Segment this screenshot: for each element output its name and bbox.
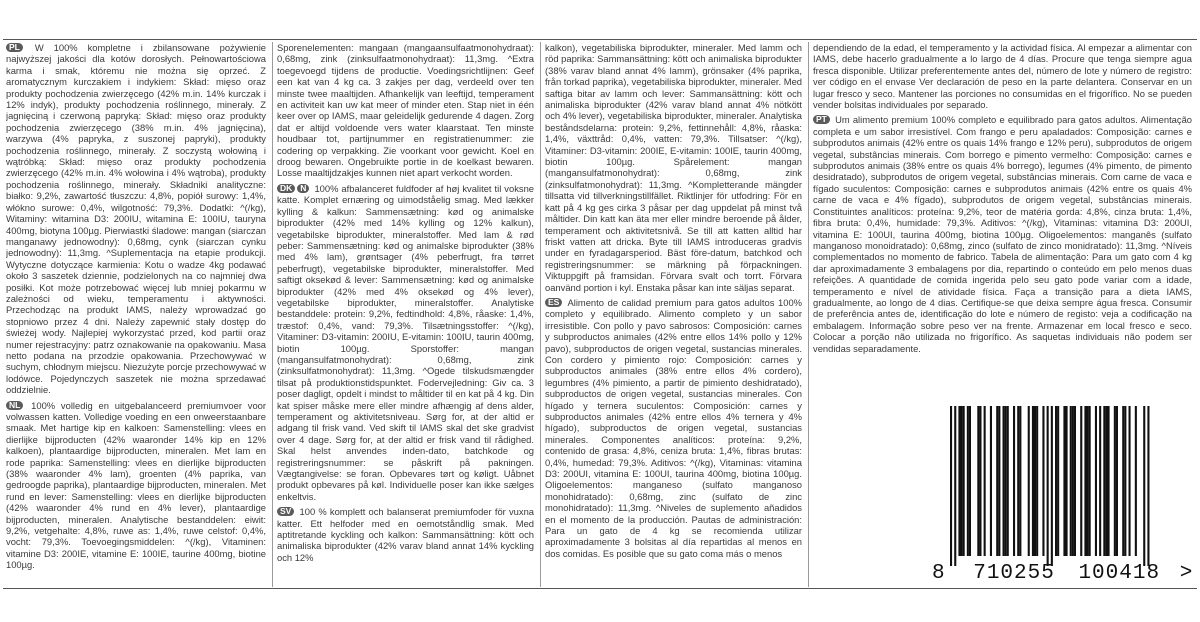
barcode-bar (979, 406, 981, 556)
barcode-bar (1124, 406, 1126, 556)
barcode (932, 406, 1194, 585)
section-es-text: Alimento de calidad premium para gatos adultos 100% completo y equilibrado. Alimento completo y un sabor irresistible. Con pollo y pavo sabrosos: Composición: carnes y subproductos animales (42% entre ellos 14% pollo y 12% pavo), subproductos de origen vegetal, sustancias minerales. Con cordero y pimiento rojo: Composición: carnes y subproductos animales (38% entre ellos 4% cordero), legumbres (4% pimiento, a partir de pimiento deshidratado), subproductos de origen vegetal, sustancias minerales. Con hígado y ternera suculentos: Composición: carnes y subproductos animales (42% entre ellos 4% ternera y 4% hígado), subproductos de origen vegetal, sustancias minerales. Componentes analíticos: proteína: 9,2%, contenido de grasa: 4,8%, ceniza bruta: 1,4%, fibras brutas: 0,4%, humedad: 79,3%. Aditivos: ^(/kg), Vitaminas: vitamina D3: 200UI, vitamina E: 100UI, taurina 400mg, biotina 100µg. Oligoelementos: manganeso (sulfato manganoso monohidratado): 0,68mg, zinc (sulfato de zinc monohidratado): 11,3mg. ^Niveles de suplemento añadidos en el momento de la producción. Pautas de administración: Para un gato de 4 kg se recomienda utilizar aproximadamente 3 bolsitas al día repartidas al menos en dos comidas. Es posible que su gato coma más o menos (545, 296, 803, 559)
language-badge-pt: PT (813, 115, 830, 124)
barcode-bar (1070, 406, 1072, 556)
barcode-bar (1055, 406, 1057, 556)
barcode-digits-right: 100418 (1078, 562, 1161, 585)
language-badge-es: ES (545, 298, 562, 307)
barcode-bar (1034, 406, 1036, 556)
barcode-bars (932, 406, 1162, 566)
language-badge-sv: SV (277, 507, 294, 516)
barcode-bar (1013, 406, 1015, 556)
section-es (545, 297, 802, 559)
barcode-bar (1028, 406, 1030, 556)
barcode-bar (1017, 406, 1019, 556)
barcode-bar (969, 406, 971, 556)
section-sv-text: 100 % komplett och balanserat premiumfoder för vuxna katter. Ett helfoder med en oemotståndlig smak. Med aptitretande kyckling och kalkon: Sammansättning: kött och animaliska biprodukter (42% varav bland annat 14% kyckling och 12% (277, 506, 534, 563)
language-badge-nl: NL (6, 401, 23, 410)
barcode-bar (1114, 406, 1116, 556)
barcode-bar (1007, 406, 1009, 556)
barcode-bar (984, 406, 986, 556)
section-pt-text: Um alimento premium 100% completo e equilibrado para gatos adultos. Alimentação completa e um sabor irresistível. Com frango e peru apaladados: Composição: carnes e subprodutos animais (42% entre os quais 14% frango e 12% peru), subprodutos de origem vegetal, substâncias minerais. Com borrego e pimento vermelho: Composição: carnes e subprodutos animais (38% entre os quais 4% borrego), legumes (4% pimento, de pimento desidratado), subprodutos de origem vegetal, substâncias minerais. Com carne de vaca e fígado suculentos: Composição: carnes e subprodutos animais (42% entre os quais 4% carne de vaca e 4% fígado), subprodutos de origem vegetal, substâncias minerais. Constituintes analíticos: proteína: 9,2%, teor de matéria gorda: 4,8%, cinza bruta: 1,4%, fibra bruta: 0,4%, humidade: 79,3%. Aditivos: ^(/kg), Vitaminas: vitamina D3: 200UI, vitamina E: 100UI, taurina 400mg, biotina 100µg. Oligoelementos: manganês (sulfato manganoso monoidratado): 0,68mg, zinco (sulfato de zinco monidratado): 11,3mg. ^Níveis complementados no momento de fabrico. Tabela de alimentação: Para um gato com 4 kg dar aproximadamente 3 embalagens por dia, repartindo o conteúdo em pelo menos duas refeições. A quantidade de comida ingerida pelo seu gato pode variar com a idade, temperamento e nível de atividade física. Faça a transição para a dieta IAMS, gradualmente, ao longo de 4 dias. Certifique-se que deixa sempre água fresca. Consumir de preferência antes de, identificação do lote e número de registo: veja a codificação na embalagem. Informação sobre peso ver na frente. Armazenar em local fresco e seco. Colocar a porção não utilizada no frigorífico. As saquetas individuais não podem ser vendidas separadamente. (813, 114, 1193, 354)
column-3 (545, 42, 809, 587)
barcode-bar (950, 406, 952, 566)
barcode-bar (1103, 406, 1105, 556)
language-badge-pl: PL (6, 43, 23, 52)
barcode-bar (963, 406, 965, 556)
barcode-bar (998, 406, 1000, 556)
barcode-bar (967, 406, 969, 556)
barcode-bar (958, 406, 960, 556)
barcode-bar (1116, 406, 1118, 556)
barcode-bar (990, 406, 992, 556)
section-sv (277, 506, 534, 563)
section-nl-text: 100% volledig en uitgebalanceerd premiumvoer voor volwassen katten. Volledige voeding en een onweerstaanbare smaak. Met hartige kip en kalkoen: Samenstelling: vlees en dierlijke bijproducten (42% waaronder 14% kip en 12% kalkoen), plantaardige bijproducten, mineralen. Met lam en rode paprika: Samenstelling: vlees en dierlijke bijproducten (38% waaronder 4% lam), groenten (4% paprika, van gedroogde paprika), plantaardige bijproducten, mineralen. Met rund en lever: Samenstelling: vlees en dierlijke bijproducten (42% waaronder 4% rund en 4% lever), plantaardige bijproducten, mineralen. Analytische bestanddelen: eiwit: 9,2%, vetgehalte: 4,8%, ruwe as: 1,4%, ruwe celstof: 0,4%, vocht: 79,3%. Toevoegingsmiddelen: ^(/kg), Vitaminen: vitamine D3: 200IE, vitamine E: 100IE, taurine 400mg, biotine 100µg. (6, 399, 266, 571)
top-rule (3, 39, 1197, 40)
language-badge-dk: DK (277, 184, 295, 193)
barcode-bar (1108, 406, 1110, 556)
barcode-bar (1032, 406, 1034, 556)
barcode-bar (961, 406, 963, 556)
column-2 (277, 42, 541, 587)
barcode-bar (1147, 406, 1149, 566)
barcode-bar (1129, 406, 1131, 556)
barcode-bar (1095, 406, 1097, 556)
barcode-bar (1087, 406, 1089, 556)
barcode-bar (1122, 406, 1124, 556)
section-es-continued-text: dependiendo de la edad, el temperamento y la actividad física. Al empezar a alimentar con IAMS, debe hacerlo gradualmente a lo largo de 4 días. Procure que tenga siempre agua fresca disponible. Utilizar preferentemente antes del, número de lote y número de registro: ver código en el envase Ver declaración de peso en la parte delantera. Conservar en un lugar fresco y seco. Mantener las porciones no consumidas en el frigorífico. No se pueden vender bolsitas individuales por separado. (813, 42, 1192, 111)
barcode-digits (932, 562, 1194, 585)
section-dk (277, 183, 534, 502)
barcode-bar (1047, 406, 1049, 566)
barcode-bar (1135, 406, 1137, 556)
language-badge-n: N (297, 184, 309, 193)
section-nl-continued-text: Sporenelementen: mangaan (mangaansulfaatmonohydraat): 0,68mg, zink (zinksulfaatmonohydraat): 11,3mg. ^Extra toegevoegd tijdens de productie. Voedingsrichtlijnen: Geef een kat van 4 kg ca. 3 zakjes per dag, verdeeld over ten minste twee maaltijden. Afhankelijk van leeftijd, temperament en activiteit kan uw kat meer of minder eten. Stap niet in één keer over op IAMS, maar geleidelijk gedurende 4 dagen. Zorg dat er altijd voldoende vers water klaarstaat. Ten minste houdbaar tot, partijnummer en registratienummer: zie codering op verpakking. Zie voorkant voor gewicht. Koel en droog bewaren. Ongebruikte portie in de koelkast bewaren. Losse maaltijdzakjes kunnen niet apart verkocht worden. (277, 42, 534, 179)
barcode-bar (996, 406, 998, 556)
barcode-bar (1099, 406, 1101, 556)
barcode-bar (1084, 406, 1086, 556)
barcode-bar (1063, 406, 1065, 556)
barcode-bar (1105, 406, 1107, 556)
barcode-bar (977, 406, 979, 556)
section-nl (6, 400, 266, 571)
barcode-bar (1080, 406, 1082, 556)
barcode-bar (1036, 406, 1038, 556)
barcode-bar (1143, 406, 1145, 566)
section-pl-text: W 100% kompletne i zbilansowane pożywienie najwyższej jakości dla kotów dorosłych. Pełnowartościowa karma i smak, któremu nie można się oprzeć. Z aromatycznym kurczakiem i indykiem: Skład: mięso oraz produkty pochodzenia zwierzęcego (42% m.in. 14% kurczak i 12% indyk), produkty pochodzenia roślinnego, minerały. Z jagnięciną i czerwoną papryką: Skład: mięso oraz produkty pochodzenia zwierzęcego (38% m.in. 4% jagnięcina), warzywa (4% papryka, z suszonej papryki), produkty pochodzenia roślinnego, minerały. Z soczystą wołowiną i wątróbką: Skład: mięso oraz produkty pochodzenia zwierzęcego (42% m.in. 4% wołowina i 4% wątroba), produkty pochodzenia roślinnego, minerały. Składniki analityczne: białko: 9,2%, zawartość tłuszczu: 4,8%, popiół surowy: 1,4%, włókno surowe: 0,4%, wilgotność: 79,3%. Dodatki: ^(/kg), Witaminy: witamina D3: 200IU, witamina E: 100IU, tauryna 400mg, biotyna 100µg. Pierwiastki śladowe: mangan (siarczan manganawy jednowodny): 0,68mg, cynk (siarczan cynku jednowodny): 11,3mg. ^Suplementacja na etapie produkcji. Wytyczne dotyczące karmienia: Kotu o wadze 4kg podawać około 3 saszetek dziennie, podzielonych na co najmniej dwa posiłki. Kot może potrzebować więcej lub mniej pokarmu w zależności od wieku, temperamentu i aktywności. Przechodząc na produkt IAMS, należy wprowadzać go stopniowo przez 4 dni. Należy zapewnić stały dostęp do świeżej wody. Najlepiej wykorzystać przed, kod partii oraz numer rejestracyjny: patrz oznakowanie na opakowaniu. Masa netto podana na przodzie opakowania. Przechowywać w suchym, chłodnym miejscu. Niezużyte porcje przechowywać w lodówce. Pojedynczych saszetek nie można sprzedawać oddzielnie. (6, 42, 266, 396)
section-sv-continued (545, 42, 802, 293)
barcode-bar (1074, 406, 1076, 556)
barcode-bar (1089, 406, 1091, 556)
barcode-bar (1003, 406, 1005, 556)
barcode-bar (954, 406, 956, 566)
section-sv-continued-text: kalkon), vegetabiliska biprodukter, mineraler. Med lamm och röd paprika: Sammansättning: kött och animaliska biprodukter (38% varav bland annat 4% lamm), grönsaker (4% paprika, från torkad paprika), vegetabiliska biprodukter, mineraler. Med saftiga bitar av lamm och lever: Sammansättning: kött och animaliska biprodukter (42% varav bland annat 4% nötkött och 4% lever), vegetabiliska biprodukter, mineraler. Analytiska beståndsdelarna: protein: 9,2%, fettinnehåll: 4,8%, råaska: 1,4%, växttråd: 0,4%, vatten: 79,3%. Tillsatser: ^(/kg), Vitaminer: D3-vitamin: 200IE, E-vitamin: 100IE, taurin 400mg, biotin 100µg. Spårelement: mangan (mangansulfatmonohydrat): 0,68mg, zink (zinksulfatmonohydrat): 11,3mg. ^Kompletterande mängder tillsatta vid tillverkningstillfället. Riktlinjer för utfodring: För en katt på 4 kg ges cirka 3 påsar per dag uppdelat på minst två måltider. Din katt kan äta mer eller mindre beroende på ålder, temperament och aktivitetsnivå. Se till att katten alltid har friskt vatten att dricka. Byte till IAMS introduceras gradvis under en fyradagarsperiod. Bäst före-datum, batchkod och registreringsnummer: se märkning på förpackningen. Viktuppgift på framsidan. Förvara svalt och torrt. Förvara oanvänd portion i kyl. Enstaka påsar kan inte säljas separat. (545, 42, 802, 293)
section-pt (813, 114, 1192, 354)
section-nl-continued (277, 42, 534, 179)
barcode-bar (1072, 406, 1074, 556)
section-pl (6, 42, 266, 396)
barcode-quiet-zone-mark: > (1179, 562, 1194, 585)
section-dk-text: 100% afbalanceret fuldfoder af høj kvalitet til voksne katte. Komplet ernæring og uimodståelig smag. Med lækker kylling & kalkun: Sammensætning: kød og animalske biprodukter (42% med 14% kylling og 12% kalkun), vegetabilske biprodukter, mineralstoffer. Med lam & rød peber: Sammensætning: kød og animalske biprodukter (38% med 4% lam), grøntsager (4% peberfrugt, fra tørret peberfrugt), vegetabilske biprodukter, mineralstoffer. Med saftigt oksekød & lever: Sammensætning: kød og animalske biprodukter (42% med 4% oksekød og 4% lever), vegetabilske biprodukter, mineralstoffer. Analytiske bestanddele: protein: 9,2%, fedtindhold: 4,8%, råaske: 1,4%, træstof: 0,4%, vand: 79,3%. Tilsætningsstoffer: ^(/kg), Vitaminer: D3-vitamin: 200IU, E-vitamin: 100IU, taurin 400mg, biotin 100µg. Sporstoffer: mangan (mangansulfatmonohydrat): 0,68mg, zink (zinksulfatmonohydrat): 11,3mg. ^Ogede tilskudsmængder tilsat på produktionstidspunktet. Fodervejledning: Giv ca. 3 poser dagligt, opdelt i mindst to måltider til en kat på 4 kg. Din kat spiser måske mere eller mindre afhængig af dens alder, temperament og aktivitetsniveau. Sørg for, at der altid er adgang til frisk vand. Ved skift til IAMS skal det ske gradvist over 4 dage. Sørg for, at der altid er frisk vand til rådighed. Skal helst anvendes inden-dato, batchkode og registreringsnummer: se påskrift på pakningen. Vægtangivelse: se foran. Opbevares tørt og køligt. Uåbnet produkt opbevares på køl. Individuelle poser kan ikke sælges enkeltvis. (277, 182, 535, 502)
barcode-bar (1051, 406, 1053, 566)
section-es-continued (813, 42, 1192, 110)
barcode-bar (1005, 406, 1007, 556)
barcode-bar (1042, 406, 1044, 556)
barcode-bar (1057, 406, 1059, 556)
barcode-bar (1066, 406, 1068, 556)
barcode-digits-left: 710255 (973, 562, 1055, 585)
bottom-rule (3, 588, 1197, 589)
barcode-bar (1019, 406, 1021, 556)
barcode-digit-lead: 8 (932, 562, 946, 585)
column-1 (6, 42, 273, 587)
